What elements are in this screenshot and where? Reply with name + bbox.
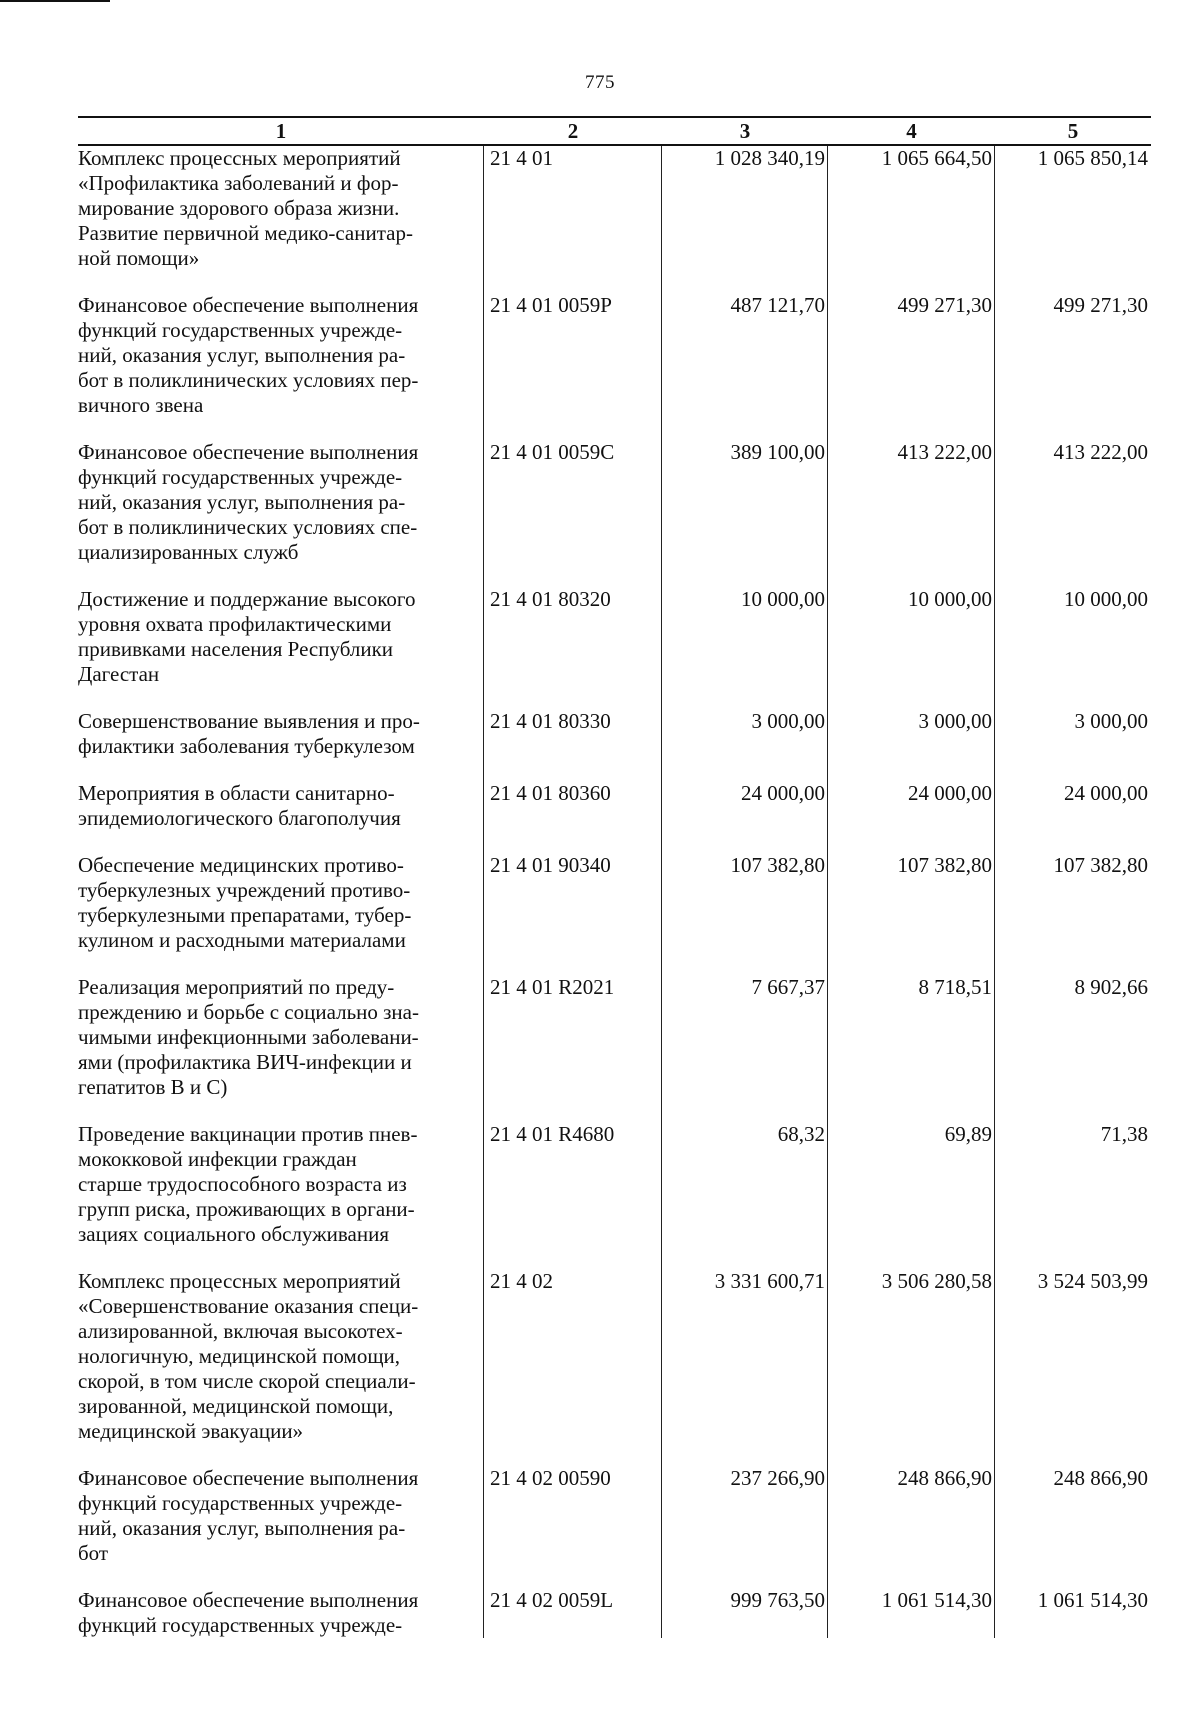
row-value-col-4: 10 000,00 <box>908 587 992 611</box>
table-row <box>78 975 1151 1122</box>
row-name-line: мококковой инфекции граждан <box>78 1147 357 1171</box>
budget-table <box>78 116 1151 1638</box>
row-name-line: мирование здорового образа жизни. <box>78 196 400 220</box>
row-name-line: Достижение и поддержание высокого <box>78 587 416 611</box>
row-value-col-3: 389 100,00 <box>730 440 825 464</box>
header-col-2: 2 <box>567 119 579 143</box>
row-name-line: Обеспечение медицинских противо- <box>78 853 404 877</box>
row-name-line: ний, оказания услуг, выполнения ра- <box>78 343 406 367</box>
row-value-col-4: 107 382,80 <box>897 853 992 877</box>
row-value-col-3: 10 000,00 <box>741 587 825 611</box>
column-divider <box>483 146 484 1638</box>
row-value-col-3: 7 667,37 <box>751 975 825 999</box>
row-name-line: ний, оказания услуг, выполнения ра- <box>78 490 406 514</box>
row-name-line: Дагестан <box>78 662 160 686</box>
row-value-col-5: 3 524 503,99 <box>1037 1269 1148 1293</box>
row-code-cell: 21 4 01 R4680 <box>490 1122 615 1146</box>
row-value-col-5: 499 271,30 <box>1053 293 1148 317</box>
row-name-line: «Профилактика заболеваний и фор- <box>78 171 399 195</box>
row-name-line: гепатитов В и С) <box>78 1075 228 1099</box>
row-name-cell <box>78 709 484 759</box>
column-divider <box>661 146 662 1638</box>
column-divider <box>827 146 828 1638</box>
row-name-line: ний, оказания услуг, выполнения ра- <box>78 1516 406 1540</box>
row-code-cell: 21 4 01 90340 <box>490 853 611 877</box>
table-row <box>78 709 1151 781</box>
row-code-cell: 21 4 01 0059Р <box>490 293 612 317</box>
header-col-3: 3 <box>739 119 751 143</box>
table-row <box>78 1269 1151 1466</box>
row-value-col-4: 1 061 514,30 <box>881 1588 992 1612</box>
row-value-col-5: 248 866,90 <box>1053 1466 1148 1490</box>
row-name-cell <box>78 1466 484 1566</box>
table-body <box>78 146 1151 1638</box>
row-value-col-4: 69,89 <box>944 1122 992 1146</box>
row-name-line: чимыми инфекционными заболевани- <box>78 1025 419 1049</box>
table-row <box>78 293 1151 440</box>
row-name-line: скорой, в том числе скорой специали- <box>78 1369 416 1393</box>
row-value-col-5: 71,38 <box>1100 1122 1148 1146</box>
row-name-line: бот <box>78 1541 109 1565</box>
scan-corner-mark <box>0 0 110 2</box>
row-value-col-4: 3 000,00 <box>918 709 992 733</box>
row-name-line: функций государственных учрежде- <box>78 465 403 489</box>
table-row <box>78 146 1151 293</box>
row-value-col-3: 487 121,70 <box>730 293 825 317</box>
row-name-line: Реализация мероприятий по преду- <box>78 975 395 999</box>
row-name-cell <box>78 1122 484 1247</box>
row-value-col-4: 1 065 664,50 <box>881 146 992 170</box>
row-value-col-4: 8 718,51 <box>918 975 992 999</box>
row-name-line: Проведение вакцинации против пнев- <box>78 1122 418 1146</box>
row-name-line: ями (профилактика ВИЧ-инфекции и <box>78 1050 412 1074</box>
row-value-col-3: 68,32 <box>777 1122 825 1146</box>
row-name-line: преждению и борьбе с социально зна- <box>78 1000 419 1024</box>
row-name-line: эпидемиологического благополучия <box>78 806 401 830</box>
row-code-cell: 21 4 01 80360 <box>490 781 611 805</box>
row-name-line: Финансовое обеспечение выполнения <box>78 1466 419 1490</box>
table-row <box>78 587 1151 709</box>
row-name-line: филактики заболевания туберкулезом <box>78 734 415 758</box>
table-row <box>78 853 1151 975</box>
row-value-col-3: 999 763,50 <box>730 1588 825 1612</box>
header-col-5: 5 <box>1067 119 1079 143</box>
row-value-col-5: 8 902,66 <box>1074 975 1148 999</box>
row-code-cell: 21 4 01 80320 <box>490 587 611 611</box>
row-name-line: функций государственных учрежде- <box>78 1613 403 1637</box>
row-value-col-3: 3 000,00 <box>751 709 825 733</box>
row-name-line: Финансовое обеспечение выполнения <box>78 293 419 317</box>
row-name-cell <box>78 146 484 271</box>
row-name-line: функций государственных учрежде- <box>78 1491 403 1515</box>
row-name-cell <box>78 781 484 831</box>
row-name-line: ной помощи» <box>78 246 200 270</box>
row-name-cell <box>78 1269 484 1444</box>
row-value-col-4: 413 222,00 <box>897 440 992 464</box>
row-name-line: зированной, медицинской помощи, <box>78 1394 394 1418</box>
row-value-col-5: 107 382,80 <box>1053 853 1148 877</box>
header-col-4: 4 <box>906 119 917 143</box>
row-name-cell <box>78 853 484 953</box>
table-row <box>78 1588 1151 1638</box>
row-code-cell: 21 4 01 R2021 <box>490 975 615 999</box>
row-name-line: зациях социального обслуживания <box>78 1222 389 1246</box>
row-value-col-5: 10 000,00 <box>1064 587 1148 611</box>
row-value-col-3: 1 028 340,19 <box>714 146 825 170</box>
row-value-col-4: 24 000,00 <box>908 781 992 805</box>
row-value-col-4: 499 271,30 <box>897 293 992 317</box>
row-name-line: туберкулезными препаратами, тубер- <box>78 903 412 927</box>
row-name-line: вичного звена <box>78 393 204 417</box>
row-value-col-3: 237 266,90 <box>730 1466 825 1490</box>
row-name-line: «Совершенствование оказания специ- <box>78 1294 419 1318</box>
row-name-line: бот в поликлинических условиях пер- <box>78 368 419 392</box>
page-number: 775 <box>585 72 615 93</box>
row-name-line: циализированных служб <box>78 540 299 564</box>
row-name-line: Мероприятия в области санитарно- <box>78 781 395 805</box>
row-value-col-5: 1 061 514,30 <box>1037 1588 1148 1612</box>
row-code-cell: 21 4 02 00590 <box>490 1466 611 1490</box>
row-name-line: старше трудоспособного возраста из <box>78 1172 407 1196</box>
row-value-col-4: 3 506 280,58 <box>881 1269 992 1293</box>
row-name-line: Финансовое обеспечение выполнения <box>78 1588 419 1612</box>
row-name-line: функций государственных учрежде- <box>78 318 403 342</box>
row-name-line: Комплекс процессных мероприятий <box>78 146 401 170</box>
row-value-col-5: 1 065 850,14 <box>1037 146 1148 170</box>
row-name-cell <box>78 293 484 418</box>
row-name-line: прививками населения Республики <box>78 637 394 661</box>
row-name-line: медицинской эвакуации» <box>78 1419 304 1443</box>
row-name-line: ализированной, включая высокотех- <box>78 1319 403 1343</box>
table-row <box>78 440 1151 587</box>
row-name-line: уровня охвата профилактическими <box>78 612 392 636</box>
row-name-line: кулином и расходными материалами <box>78 928 406 952</box>
row-code-cell: 21 4 02 <box>490 1269 553 1293</box>
row-name-line: Развитие первичной медико-санитар- <box>78 221 413 245</box>
row-value-col-5: 24 000,00 <box>1064 781 1148 805</box>
row-name-cell <box>78 587 484 687</box>
row-name-line: Финансовое обеспечение выполнения <box>78 440 419 464</box>
table-row <box>78 1122 1151 1269</box>
row-name-cell <box>78 975 484 1100</box>
row-code-cell: 21 4 01 80330 <box>490 709 611 733</box>
table-row <box>78 781 1151 853</box>
row-name-line: групп риска, проживающих в органи- <box>78 1197 415 1221</box>
row-value-col-4: 248 866,90 <box>897 1466 992 1490</box>
row-value-col-3: 107 382,80 <box>730 853 825 877</box>
row-value-col-3: 24 000,00 <box>741 781 825 805</box>
header-col-1: 1 <box>275 119 287 143</box>
table-row <box>78 1466 1151 1588</box>
row-code-cell: 21 4 01 <box>490 146 553 170</box>
row-value-col-5: 413 222,00 <box>1053 440 1148 464</box>
row-name-cell <box>78 440 484 565</box>
column-divider <box>994 146 995 1638</box>
row-name-line: нологичную, медицинской помощи, <box>78 1344 400 1368</box>
row-code-cell: 21 4 02 0059L <box>490 1588 614 1612</box>
row-name-cell <box>78 1588 484 1638</box>
row-name-line: бот в поликлинических условиях спе- <box>78 515 418 539</box>
row-value-col-3: 3 331 600,71 <box>714 1269 825 1293</box>
row-name-line: Комплекс процессных мероприятий <box>78 1269 401 1293</box>
row-code-cell: 21 4 01 0059С <box>490 440 615 464</box>
row-name-line: Совершенствование выявления и про- <box>78 709 420 733</box>
row-value-col-5: 3 000,00 <box>1074 709 1148 733</box>
row-name-line: туберкулезных учреждений противо- <box>78 878 411 902</box>
table-header-row <box>78 116 1151 146</box>
